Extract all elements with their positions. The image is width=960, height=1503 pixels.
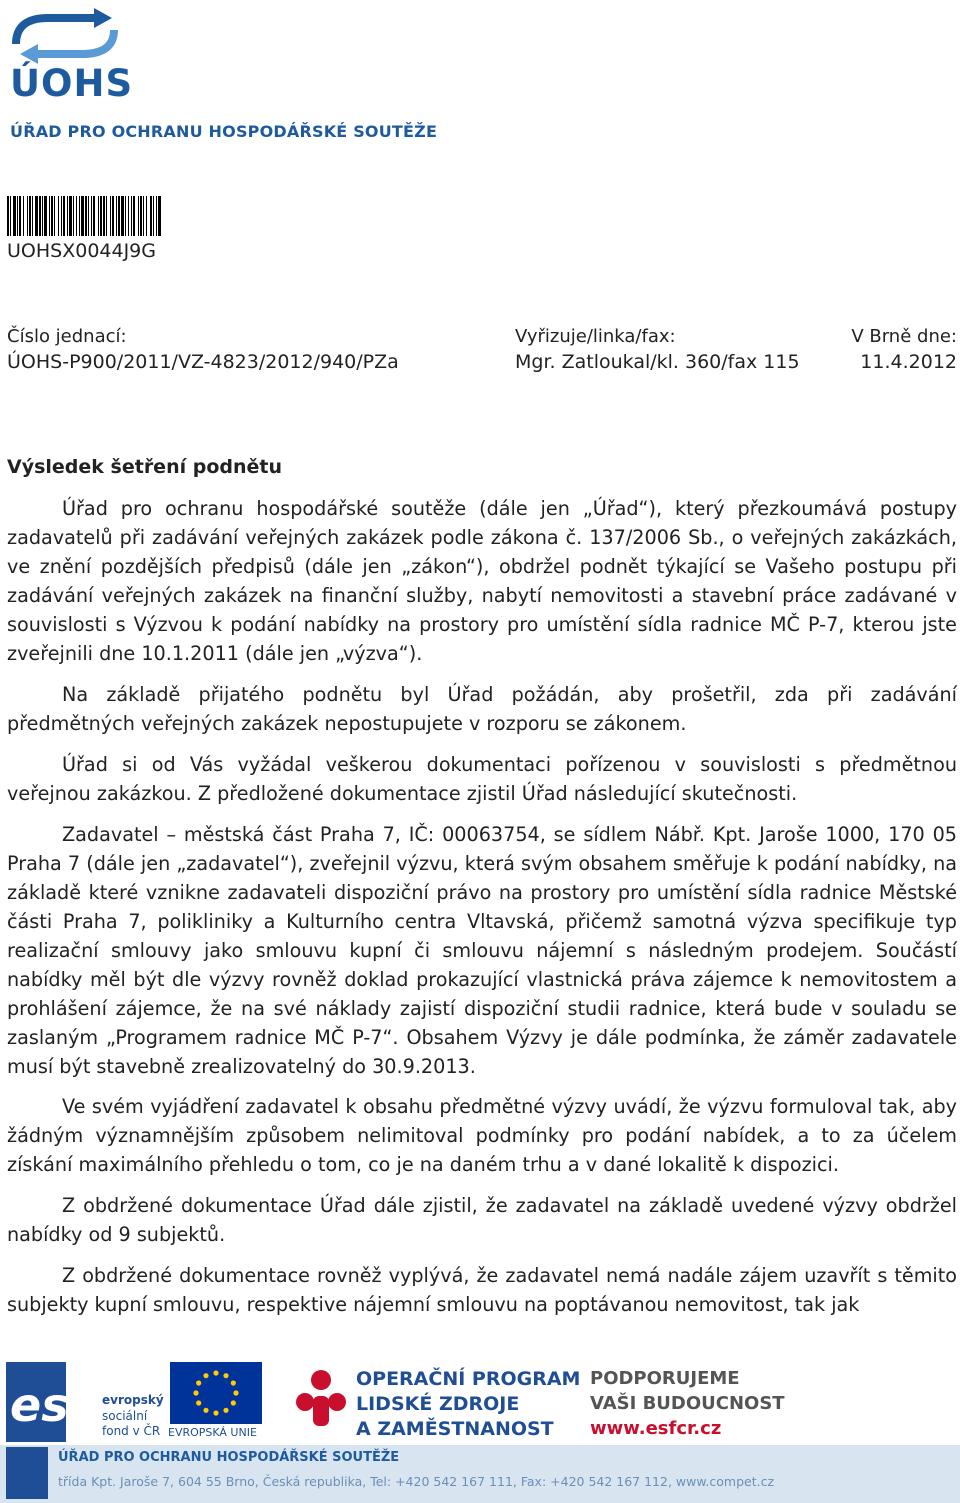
op-line-1: OPERAČNÍ PROGRAM [356, 1368, 581, 1390]
esf-label-1: evropský [102, 1393, 164, 1407]
barcode-bar [63, 196, 65, 236]
eu-star [213, 1370, 218, 1375]
barcode-bar [49, 196, 50, 236]
footer-address: třída Kpt. Jaroše 7, 604 55 Brno, Česká republika, Tel: +420 542 167 111, Fax: +420 542 167 112, www.compet.cz [58, 1474, 775, 1489]
barcode-bar [158, 196, 161, 236]
barcode-bar [19, 196, 21, 236]
barcode-bar [39, 196, 41, 236]
body-paragraph: Z obdržené dokumentace rovněž vyplývá, že zadavatel nemá nadále zájem uzavřít s těmito subjekty kupní smlouvu, respektive nájemní smlouvu na poptávanou nemovitost, tak jak [7, 1264, 957, 1316]
office-name: ÚŘAD PRO OCHRANU HOSPODÁŘSKÉ SOUTĚŽE [10, 122, 438, 141]
eu-star [233, 1390, 238, 1395]
barcode-bar [81, 196, 84, 236]
barcode-bar [23, 196, 24, 236]
barcode-bar [85, 196, 87, 236]
eu-flag [170, 1362, 262, 1424]
barcode-bar [116, 196, 117, 236]
ref-label: Číslo jednací: [7, 326, 127, 347]
body-paragraph: Zadavatel – městská část Praha 7, IČ: 00063754, se sídlem Nábř. Kpt. Jaroše 1000, 170 05 Praha 7 (dále jen „zadavatel“), zveřejnil výzvu, která svým obsahem směřuje k podání nabídky, na základě které vznikne zadavateli dispoziční právo na prostory pro umístění sídla radnice Městské části Praha 7, polikliniky a Kulturního centra Vltavská, přičemž samotná výzva specifikuje typ realizační smlouvy jako smlouvu kupní či smlouvu nájemní s následným prodejem. Součástí nabídky měl být dle výzvy rovněž doklad prokazující vlastnická práva zájemce k nemovitostem a prohlášení zájemce, že na své náklady zajistí dispoziční studii radnice, která bude v souladu se zaslaným „Programem radnice MČ P-7“. Obsahem Výzvy je dále podmínka, že záměr zadavatele musí být stavebně zrealizovatelný do 30.9.2013. [7, 823, 957, 1078]
barcode-bar [73, 196, 74, 236]
barcode-bar [106, 196, 107, 236]
logo-text: ÚOHS [10, 62, 134, 105]
barcode-bar [69, 196, 72, 236]
eu-star [196, 1380, 201, 1385]
barcode-bar [103, 196, 105, 236]
body-paragraph: Úřad si od Vás vyžádal veškerou dokumentaci pořízenou v souvislosti s předmětnou veřejnou zakázkou. Z předložené dokumentace zjistil Úřad následující skutečnosti. [7, 753, 957, 805]
esf-label-2: sociální [102, 1409, 148, 1423]
support-line-1: PODPORUJEME [590, 1368, 740, 1389]
op-line-2: LIDSKÉ ZDROJE [356, 1393, 520, 1415]
barcode-bar [79, 196, 80, 236]
barcode-bar [93, 196, 95, 236]
body-paragraph: Ve svém vyjádření zadavatel k obsahu předmětné výzvy uvádí, že výzvu formuloval tak, aby žádným významnějším způsobem nelimitoval podmínky pro podání nabídek, a to za účelem získání maximálního přehledu o tom, co je na daném trhu a v dané lokalitě k dispozici. [7, 1095, 957, 1176]
barcode-bar [156, 196, 157, 236]
barcode-bar [91, 196, 92, 236]
eu-star [193, 1390, 198, 1395]
barcode-bar [150, 196, 152, 236]
barcode-bar [110, 196, 111, 236]
barcode-bar [131, 196, 132, 236]
eu-star [223, 1408, 228, 1413]
barcode-bar [51, 196, 53, 236]
eu-star [231, 1400, 236, 1405]
eu-star [203, 1373, 208, 1378]
eu-star [223, 1373, 228, 1378]
op-people-icon [295, 1368, 347, 1430]
body-paragraph: Na základě přijatého podnětu byl Úřad požádán, aby prošetřil, zda při zadávání předmětných veřejných zakázek nepostupujete v rozporu se zákonem. [7, 683, 957, 735]
barcode-bar [133, 196, 135, 236]
handler-value: Mgr. Zatloukal/kl. 360/fax 115 [515, 351, 800, 373]
footer-side-block [6, 1447, 48, 1499]
barcode-bar [125, 196, 126, 236]
document-title: Výsledek šetření podnětu [7, 456, 282, 478]
barcode-bar [32, 196, 33, 236]
esf-label-3: fond v ČR [102, 1424, 161, 1438]
barcode-bar [112, 196, 114, 236]
barcode-bar [35, 196, 38, 236]
uohs-arrows-logo-icon [8, 6, 123, 66]
barcode-bar [118, 196, 120, 236]
barcode-bar [44, 196, 47, 236]
eu-star [213, 1410, 218, 1415]
barcode-bar [140, 196, 142, 236]
barcode-bar [27, 196, 28, 236]
barcode-bar [67, 196, 68, 236]
handler-label: Vyřizuje/linka/fax: [515, 326, 676, 347]
barcode-bar [10, 196, 11, 236]
barcode-bar [138, 196, 139, 236]
op-line-3: A ZAMĚSTNANOST [356, 1418, 554, 1440]
barcode-bar [100, 196, 102, 236]
date-label: V Brně dne: [851, 326, 957, 347]
date-value: 11.4.2012 [860, 351, 957, 373]
barcode-bar [143, 196, 144, 236]
support-line-2: VAŠI BUDOUCNOST [590, 1393, 785, 1414]
barcode-bar [13, 196, 16, 236]
barcode-bar [58, 196, 59, 236]
eu-star [196, 1400, 201, 1405]
support-url: www.esfcr.cz [590, 1418, 722, 1439]
barcode-bar [128, 196, 129, 236]
barcode-bar [17, 196, 18, 236]
barcode-bar [88, 196, 89, 236]
barcode-bar [76, 196, 77, 236]
eu-stars-icon [170, 1362, 262, 1424]
barcode-bar [153, 196, 154, 236]
barcode-code: UOHSX0044J9G [7, 240, 156, 262]
footer-office-name: ÚŘAD PRO OCHRANU HOSPODÁŘSKÉ SOUTĚŽE [58, 1450, 400, 1465]
barcode-bar [146, 196, 147, 236]
barcode-bar [121, 196, 124, 236]
ref-value: ÚOHS-P900/2011/VZ-4823/2012/940/PZa [7, 351, 399, 373]
eu-star [231, 1380, 236, 1385]
barcode-bar [61, 196, 62, 236]
barcode-bar [54, 196, 55, 236]
barcode-bar [42, 196, 43, 236]
barcode-bar [7, 196, 9, 236]
esf-logo-text: esf [10, 1378, 89, 1432]
barcode [7, 196, 323, 236]
barcode-bar [98, 196, 99, 236]
body-paragraph: Z obdržené dokumentace Úřad dále zjistil, že zadavatel na základě uvedené výzvy obdržel nabídky od 9 subjektů. [7, 1194, 957, 1246]
barcode-bar [29, 196, 31, 236]
eu-label: EVROPSKÁ UNIE [168, 1426, 257, 1439]
body-paragraph: Úřad pro ochranu hospodářské soutěže (dále jen „Úřad“), který přezkoumává postupy zadavatelů při zadávání veřejných zakázek podle zákona č. 137/2006 Sb., o veřejných zakázkách, ve znění pozdějších předpisů (dále jen „zákon“), obdržel podnět týkající se Vašeho postupu při zadávání veřejných zakázek na finanční služby, nabytí nemovitosti a stavební práce zadávané v souvislosti s Výzvou k podání nabídky na prostory pro umístění sídla radnice MČ P-7, kterou jste zveřejnili dne 10.1.2011 (dále jen „výzva“). [7, 497, 957, 665]
eu-star [203, 1408, 208, 1413]
